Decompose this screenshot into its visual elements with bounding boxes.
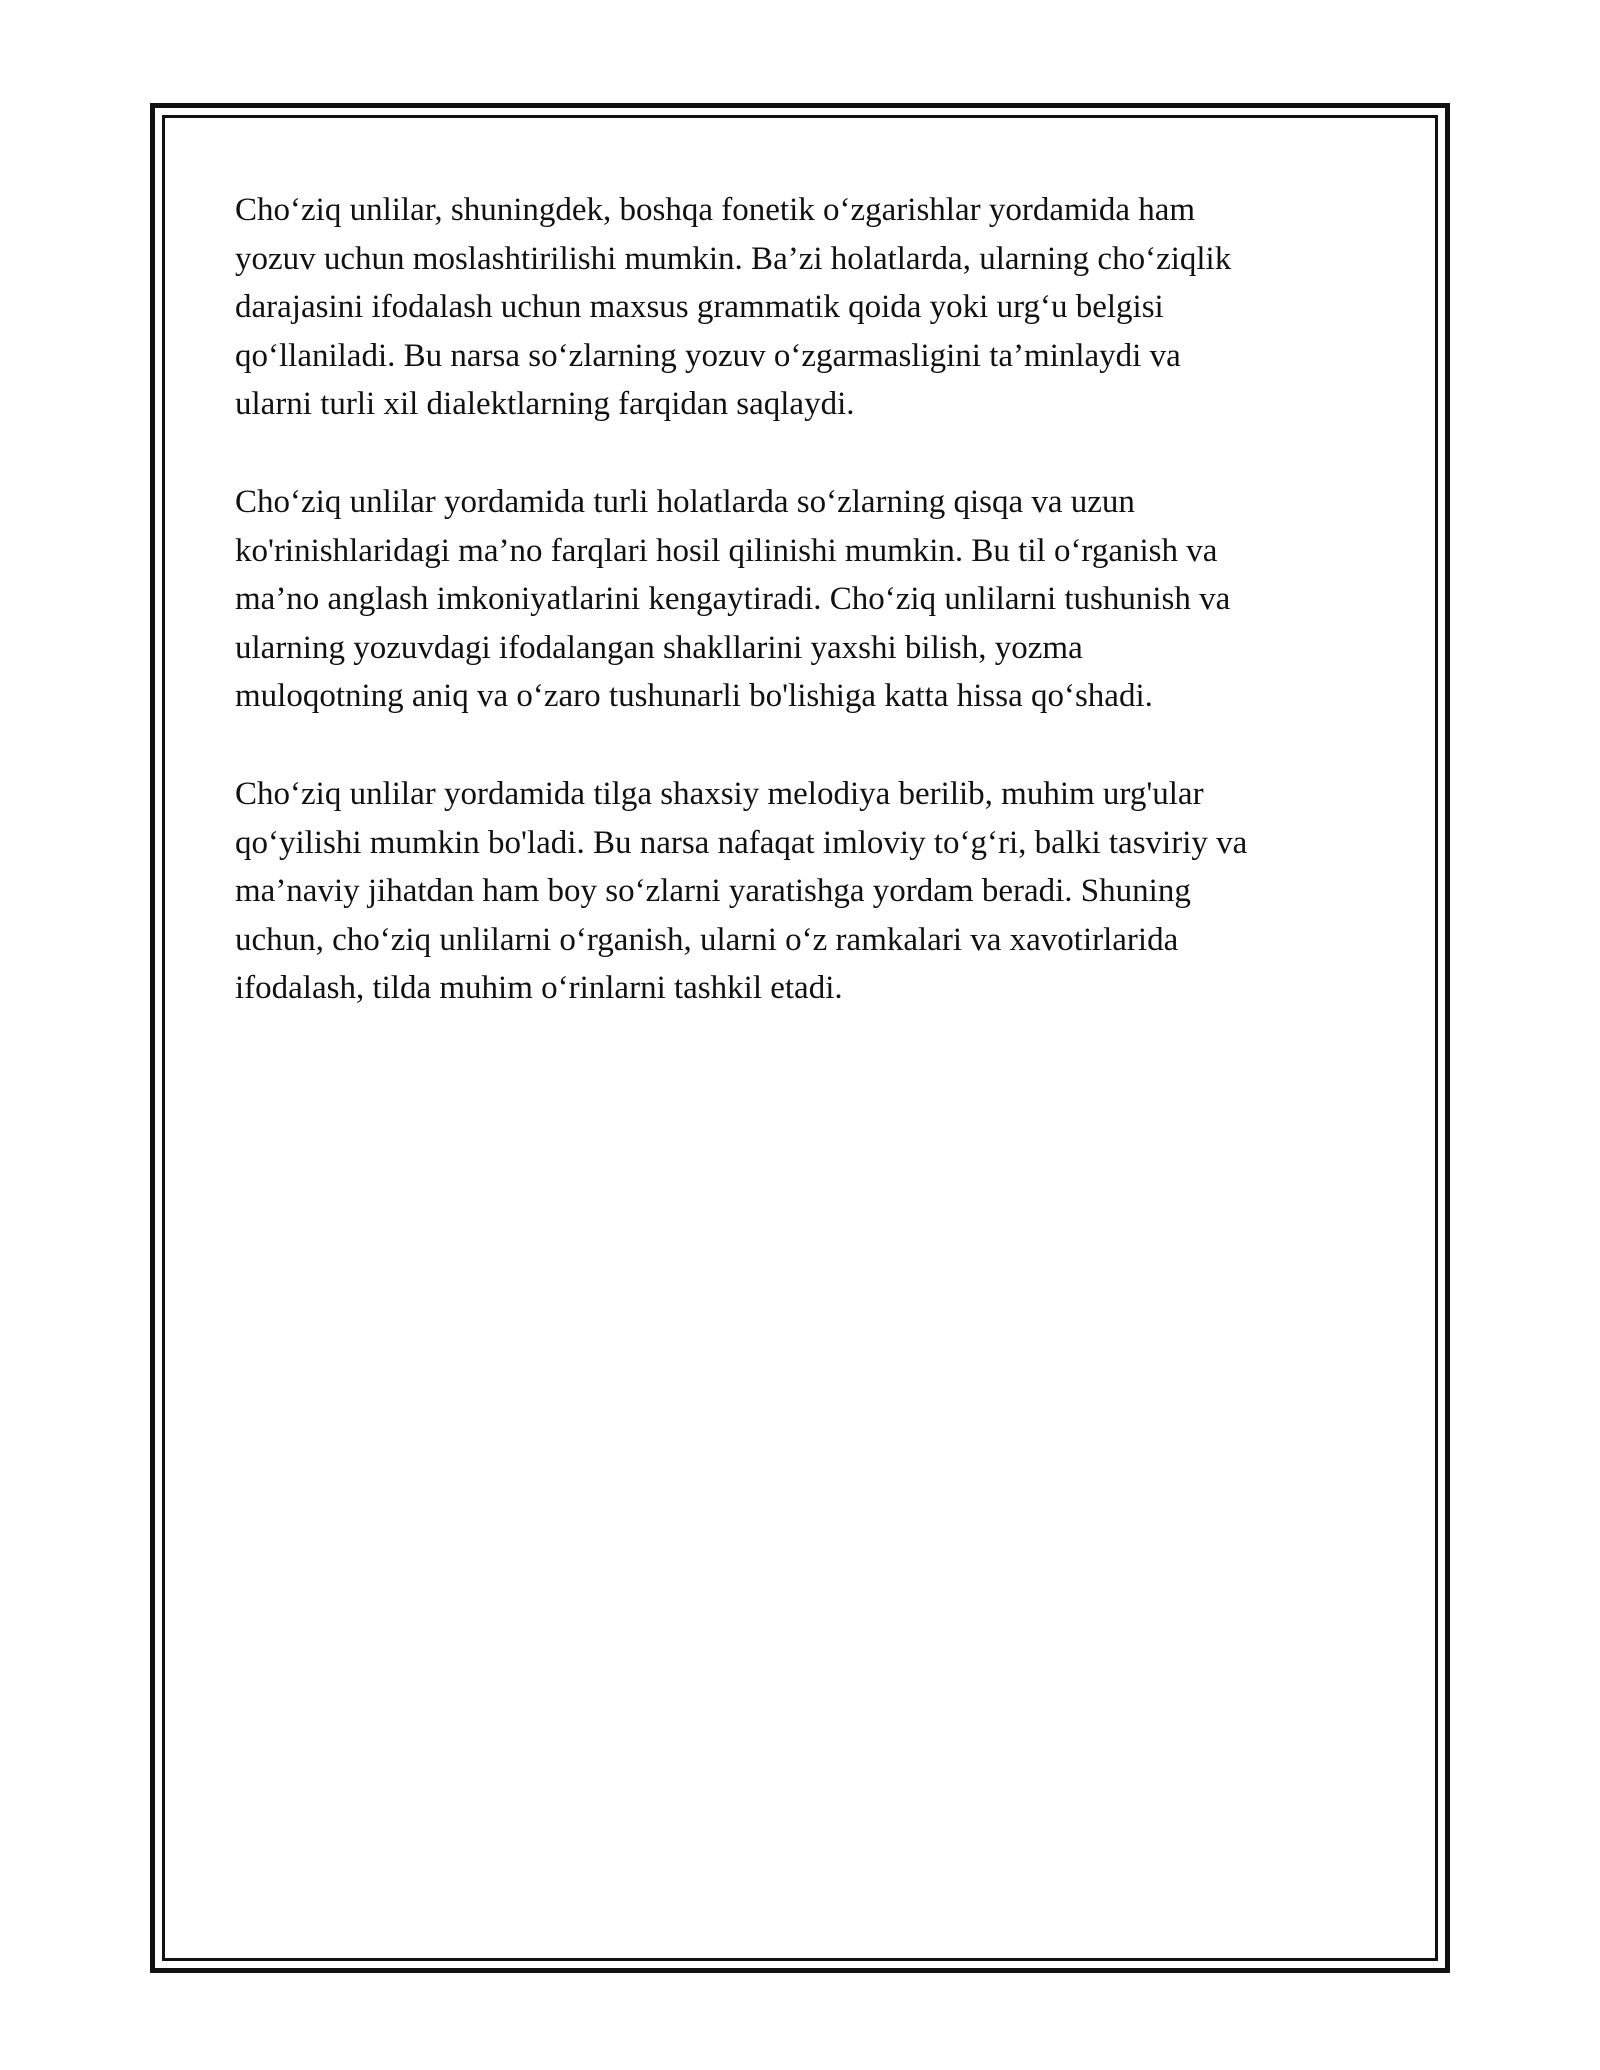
document-body (235, 186, 1370, 1062)
paragraph-1: Cho‘ziq unlilar, shuningdek, boshqa fonetik o‘zgarishlar yordamida ham yozuv uchun moslashtirilishi mumkin. Ba’zi holatlarda, ularning cho‘ziqlik darajasini ifodalash uchun maxsus grammatik qoida yoki urg‘u belgisi qo‘llaniladi. Bu narsa so‘zlarning yozuv o‘zgarmasligini ta’minlaydi va ularni turli xil dialektlarning farqidan saqlaydi. (235, 192, 1232, 423)
paragraph-3: Cho‘ziq unlilar yordamida tilga shaxsiy melodiya berilib, muhim urg'ular qo‘yilishi mumkin bo'ladi. Bu narsa nafaqat imloviy to‘g‘ri, balki tasviriy va ma’naviy jihatdan ham boy so‘zlarni yaratishga yordam beradi. Shuning uchun, cho‘ziq unlilarni o‘rganish, ularni o‘z ramkalari va xavotirlarida ifodalash, tilda muhim o‘rinlarni tashkil etadi. (235, 775, 1248, 1007)
paragraph-2: Cho‘ziq unlilar yordamida turli holatlarda so‘zlarning qisqa va uzun ko'rinishlaridagi ma’no farqlari hosil qilinishi mumkin. Bu til o‘rganish va ma’no anglash imkoniyatlarini kengaytiradi. Cho‘ziq unlilarni tushunish va ularning yozuvdagi ifodalangan shakllarini yaxshi bilish, yozma muloqotning aniq va o‘zaro tushunarli bo'lishiga katta hissa qo‘shadi. (235, 483, 1231, 715)
